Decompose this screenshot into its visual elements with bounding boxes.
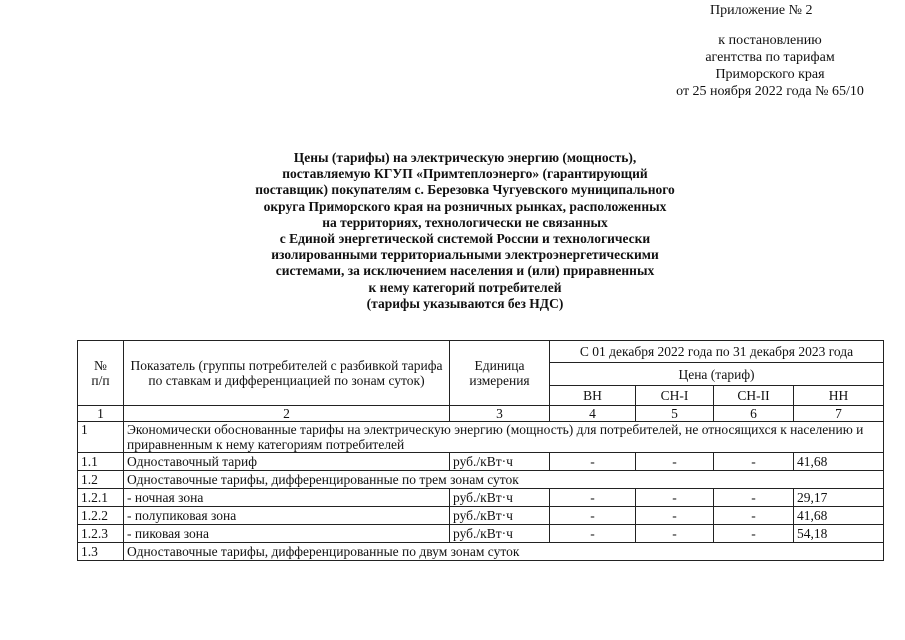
- table-row: [78, 422, 884, 453]
- document-title: [200, 150, 730, 312]
- title-line: на территориях, технологически не связанных: [322, 214, 608, 230]
- title-line: с Единой энергетической системой России и технологически: [279, 231, 651, 247]
- row-nn: 41,68: [794, 507, 884, 525]
- table-row: [78, 489, 884, 507]
- header-zone-sn1: СН-I: [636, 386, 714, 406]
- row-sn2: -: [714, 525, 794, 543]
- row-text: Одноставочный тариф: [124, 453, 450, 471]
- title-line: изолированными территориальными электроэнергетическими: [271, 247, 659, 263]
- appendix-reference-line: Приморского края: [715, 67, 825, 82]
- row-text: - полупиковая зона: [124, 507, 450, 525]
- row-vn: -: [550, 453, 636, 471]
- row-unit: руб./кВт·ч: [450, 525, 550, 543]
- column-number: 1: [78, 406, 124, 422]
- row-sn1: -: [636, 489, 714, 507]
- row-vn: -: [550, 489, 636, 507]
- title-line: системами, за исключением населения и (или) приравненных: [275, 263, 655, 279]
- column-number: 3: [450, 406, 550, 422]
- row-sn1: -: [636, 453, 714, 471]
- row-sn2: -: [714, 507, 794, 525]
- table-row: [78, 525, 884, 543]
- title-line: (тарифы указываются без НДС): [366, 295, 564, 311]
- header-num: № п/п: [78, 341, 124, 406]
- row-num: 1.2: [78, 471, 124, 489]
- table-row: [78, 471, 884, 489]
- row-sn1: -: [636, 507, 714, 525]
- header-zone-sn2: СН-II: [714, 386, 794, 406]
- column-number: 7: [794, 406, 884, 422]
- row-vn: -: [550, 507, 636, 525]
- title-line: округа Приморского края на розничных рынках, расположенных: [263, 198, 667, 214]
- tariff-table: [77, 340, 884, 561]
- appendix-number: Приложение № 2: [710, 3, 813, 18]
- table-row: [78, 453, 884, 471]
- row-num: 1.2.1: [78, 489, 124, 507]
- row-num: 1.2.2: [78, 507, 124, 525]
- column-number: 6: [714, 406, 794, 422]
- header-indicator: Показатель (группы потребителей с разбивкой тарифа по ставкам и дифференциацией по зонам суток): [124, 341, 450, 406]
- row-num: 1.1: [78, 453, 124, 471]
- row-nn: 29,17: [794, 489, 884, 507]
- row-unit: руб./кВт·ч: [450, 489, 550, 507]
- column-number: 5: [636, 406, 714, 422]
- header-price: Цена (тариф): [550, 363, 884, 386]
- header-period: С 01 декабря 2022 года по 31 декабря 2023 года: [550, 341, 884, 363]
- header-zone-vn: ВН: [550, 386, 636, 406]
- row-unit: руб./кВт·ч: [450, 507, 550, 525]
- appendix-reference-line: от 25 ноября 2022 года № 65/10: [676, 84, 864, 99]
- row-nn: 54,18: [794, 525, 884, 543]
- column-number: 2: [124, 406, 450, 422]
- table-row: [78, 543, 884, 561]
- header-zone-nn: НН: [794, 386, 884, 406]
- row-text: Экономически обоснованные тарифы на электрическую энергию (мощность) для потребителей, не относящихся к населению и приравненным к нему категориям потребителей: [124, 422, 884, 453]
- row-vn: -: [550, 525, 636, 543]
- row-sn2: -: [714, 453, 794, 471]
- title-line: поставляемую КГУП «Примтеплоэнерго» (гарантирующий: [282, 166, 648, 182]
- title-line: поставщик) покупателям с. Березовка Чугуевского муниципального: [255, 182, 675, 198]
- title-line: к нему категорий потребителей: [368, 279, 562, 295]
- row-num: 1.2.3: [78, 525, 124, 543]
- appendix-reference-line: агентства по тарифам: [705, 50, 835, 65]
- row-sn1: -: [636, 525, 714, 543]
- row-sn2: -: [714, 489, 794, 507]
- appendix-reference: [650, 32, 890, 100]
- appendix-reference-line: к постановлению: [718, 33, 822, 48]
- row-text: Одноставочные тарифы, дифференцированные по двум зонам суток: [124, 543, 884, 561]
- title-line: Цены (тарифы) на электрическую энергию (мощность),: [293, 150, 637, 165]
- row-nn: 41,68: [794, 453, 884, 471]
- row-text: Одноставочные тарифы, дифференцированные по трем зонам суток: [124, 471, 884, 489]
- column-numbers-row: [78, 406, 884, 422]
- row-unit: руб./кВт·ч: [450, 453, 550, 471]
- header-unit: Единица измерения: [450, 341, 550, 406]
- table-row: [78, 507, 884, 525]
- row-text: - ночная зона: [124, 489, 450, 507]
- row-text: - пиковая зона: [124, 525, 450, 543]
- row-num: 1.3: [78, 543, 124, 561]
- column-number: 4: [550, 406, 636, 422]
- row-num: 1: [78, 422, 124, 453]
